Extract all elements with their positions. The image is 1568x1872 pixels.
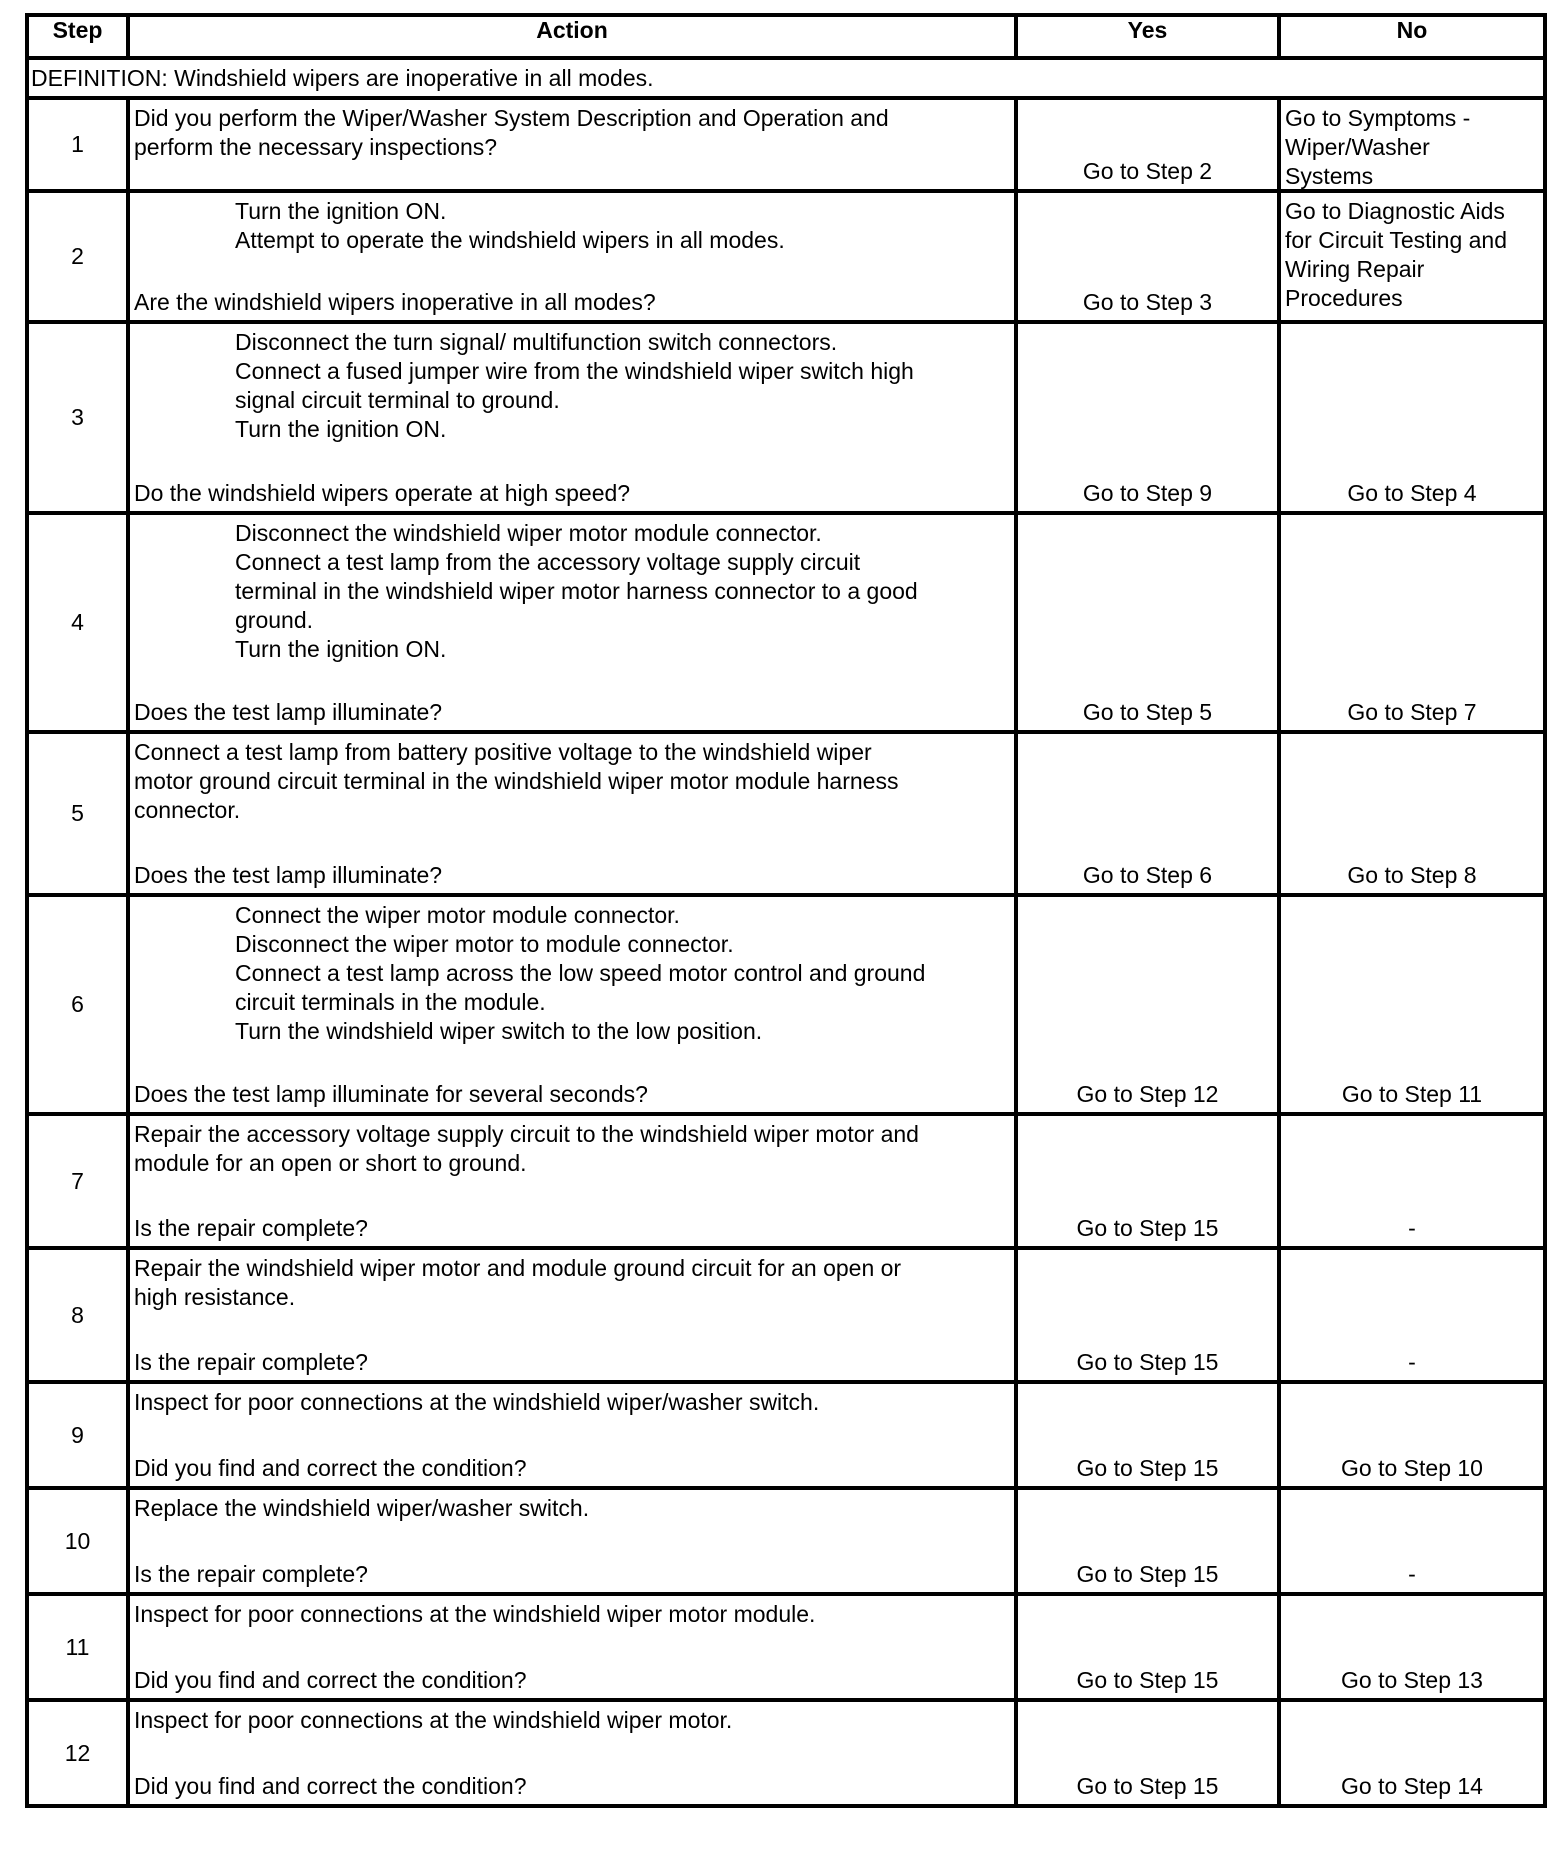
action-line: Connect a fused jumper wire from the windshield wiper switch high	[235, 358, 914, 384]
action-cell	[128, 191, 1016, 322]
yes-result: Go to Step 15	[1076, 1561, 1219, 1587]
action-question: Is the repair complete?	[134, 1561, 368, 1587]
no-cell	[1279, 1594, 1545, 1700]
no-result: Go to Step 4	[1347, 480, 1477, 506]
diagnostic-table	[25, 13, 1547, 1808]
action-question: Does the test lamp illuminate?	[134, 699, 443, 725]
action-question: Does the test lamp illuminate for several seconds?	[134, 1081, 648, 1107]
action-cell	[128, 1248, 1016, 1382]
action-line: Connect a test lamp from battery positive voltage to the windshield wiper	[134, 739, 872, 765]
yes-cell	[1016, 1382, 1279, 1488]
no-result: Go to Step 8	[1347, 862, 1477, 888]
action-line: Disconnect the turn signal/ multifunction switch connectors.	[235, 329, 838, 355]
action-line: Turn the ignition ON.	[235, 636, 447, 662]
definition-text: DEFINITION: Windshield wipers are inoperative in all modes.	[27, 58, 1545, 98]
table-row	[27, 513, 1545, 732]
yes-cell	[1016, 895, 1279, 1114]
yes-result: Go to Step 3	[1082, 289, 1213, 315]
action-line: Repair the accessory voltage supply circuit to the windshield wiper motor and	[134, 1121, 919, 1147]
table-row	[27, 732, 1545, 895]
yes-cell	[1016, 1248, 1279, 1382]
no-cell	[1279, 1114, 1545, 1248]
step-number: 4	[27, 513, 128, 732]
action-cell	[128, 895, 1016, 1114]
yes-result: Go to Step 15	[1076, 1667, 1219, 1693]
yes-cell	[1016, 98, 1279, 191]
action-line: circuit terminals in the module.	[235, 989, 546, 1015]
action-line: Disconnect the wiper motor to module connector.	[235, 931, 734, 957]
yes-header: Yes	[1016, 15, 1279, 58]
yes-result: Go to Step 15	[1076, 1773, 1219, 1799]
step-number: 9	[27, 1382, 128, 1488]
yes-cell	[1016, 1700, 1279, 1806]
yes-result: Go to Step 12	[1076, 1081, 1219, 1107]
yes-result: Go to Step 9	[1082, 480, 1213, 506]
action-cell	[128, 1488, 1016, 1594]
table-row	[27, 1700, 1545, 1806]
action-question: Did you find and correct the condition?	[134, 1773, 527, 1799]
yes-cell	[1016, 1488, 1279, 1594]
action-line: Turn the ignition ON.	[235, 416, 447, 442]
no-result: -	[1408, 1215, 1416, 1241]
table-body	[27, 58, 1545, 1806]
header-row	[27, 15, 1545, 58]
yes-cell	[1016, 191, 1279, 322]
no-cell	[1279, 1700, 1545, 1806]
action-line: high resistance.	[134, 1284, 296, 1310]
no-result: Go to Step 10	[1341, 1455, 1483, 1481]
table-row	[27, 322, 1545, 513]
yes-cell	[1016, 1594, 1279, 1700]
no-cell	[1279, 513, 1545, 732]
step-number: 8	[27, 1248, 128, 1382]
no-result-line: Wiper/Washer	[1285, 134, 1430, 160]
step-number: 5	[27, 732, 128, 895]
action-cell	[128, 1382, 1016, 1488]
action-line: Inspect for poor connections at the windshield wiper motor module.	[134, 1601, 816, 1627]
table-row	[27, 1382, 1545, 1488]
no-result: -	[1408, 1349, 1416, 1375]
action-cell	[128, 1700, 1016, 1806]
action-question: Are the windshield wipers inoperative in all modes?	[134, 289, 656, 315]
action-header: Action	[128, 15, 1016, 58]
step-number: 10	[27, 1488, 128, 1594]
step-number: 11	[27, 1594, 128, 1700]
action-cell	[128, 1114, 1016, 1248]
yes-cell	[1016, 513, 1279, 732]
action-question: Did you find and correct the condition?	[134, 1455, 527, 1481]
table-row	[27, 98, 1545, 191]
no-cell	[1279, 1382, 1545, 1488]
action-line: Disconnect the windshield wiper motor module connector.	[235, 520, 822, 546]
action-line: motor ground circuit terminal in the windshield wiper motor module harness	[134, 768, 899, 794]
step-number: 7	[27, 1114, 128, 1248]
no-result: -	[1408, 1561, 1416, 1587]
action-question: Does the test lamp illuminate?	[134, 862, 443, 888]
yes-result: Go to Step 2	[1082, 158, 1213, 184]
action-cell	[128, 513, 1016, 732]
action-line: module for an open or short to ground.	[134, 1150, 527, 1176]
table-row	[27, 1488, 1545, 1594]
yes-cell	[1016, 732, 1279, 895]
yes-result: Go to Step 6	[1082, 862, 1213, 888]
action-line: Replace the windshield wiper/washer switch.	[134, 1495, 590, 1521]
yes-result: Go to Step 15	[1076, 1215, 1219, 1241]
action-line: Inspect for poor connections at the windshield wiper/washer switch.	[134, 1389, 820, 1415]
no-result-line: Wiring Repair	[1285, 256, 1425, 282]
action-line: terminal in the windshield wiper motor harness connector to a good	[235, 578, 918, 604]
no-result: Go to Step 11	[1341, 1081, 1483, 1107]
table-row	[27, 895, 1545, 1114]
no-result-line: for Circuit Testing and	[1285, 227, 1508, 253]
action-cell	[128, 1594, 1016, 1700]
no-cell	[1279, 895, 1545, 1114]
step-number: 1	[27, 98, 128, 191]
table-row	[27, 1248, 1545, 1382]
no-result-line: Go to Symptoms -	[1285, 105, 1471, 131]
action-line: Attempt to operate the windshield wipers in all modes.	[235, 227, 785, 253]
action-line: Connect the wiper motor module connector.	[235, 902, 680, 928]
no-result-line: Systems	[1285, 163, 1374, 189]
action-line: Turn the windshield wiper switch to the low position.	[235, 1018, 763, 1044]
action-line: connector.	[134, 797, 241, 823]
step-number: 3	[27, 322, 128, 513]
no-header: No	[1279, 15, 1545, 58]
no-result: Go to Step 7	[1347, 699, 1477, 725]
action-cell	[128, 322, 1016, 513]
action-question: Did you find and correct the condition?	[134, 1667, 527, 1693]
action-line: Connect a test lamp from the accessory voltage supply circuit	[235, 549, 861, 575]
step-number: 12	[27, 1700, 128, 1806]
action-question: Do the windshield wipers operate at high speed?	[134, 480, 631, 506]
yes-result: Go to Step 15	[1076, 1349, 1219, 1375]
no-cell	[1279, 98, 1545, 191]
no-result-line: Go to Diagnostic Aids	[1285, 198, 1505, 224]
yes-cell	[1016, 1114, 1279, 1248]
action-line: Turn the ignition ON.	[235, 198, 447, 224]
step-number: 2	[27, 191, 128, 322]
action-cell	[128, 732, 1016, 895]
no-cell	[1279, 191, 1545, 322]
no-result-line: Procedures	[1285, 285, 1403, 311]
definition-row	[27, 58, 1545, 98]
action-line: Did you perform the Wiper/Washer System Description and Operation and	[134, 105, 889, 131]
yes-cell	[1016, 322, 1279, 513]
table-row	[27, 191, 1545, 322]
action-cell	[128, 98, 1016, 191]
step-header: Step	[27, 15, 128, 58]
yes-result: Go to Step 5	[1082, 699, 1213, 725]
action-question: Is the repair complete?	[134, 1349, 368, 1375]
no-result: Go to Step 14	[1341, 1773, 1483, 1799]
no-result: Go to Step 13	[1341, 1667, 1483, 1693]
action-line: signal circuit terminal to ground.	[235, 387, 560, 413]
yes-result: Go to Step 15	[1076, 1455, 1219, 1481]
step-number: 6	[27, 895, 128, 1114]
table-row	[27, 1114, 1545, 1248]
action-question: Is the repair complete?	[134, 1215, 368, 1241]
table-row	[27, 1594, 1545, 1700]
action-line: Inspect for poor connections at the windshield wiper motor.	[134, 1707, 733, 1733]
no-cell	[1279, 1248, 1545, 1382]
no-cell	[1279, 322, 1545, 513]
no-cell	[1279, 732, 1545, 895]
action-line: perform the necessary inspections?	[134, 134, 498, 160]
action-line: Repair the windshield wiper motor and module ground circuit for an open or	[134, 1255, 902, 1281]
action-line: ground.	[235, 607, 314, 633]
no-cell	[1279, 1488, 1545, 1594]
action-line: Connect a test lamp across the low speed motor control and ground	[235, 960, 926, 986]
